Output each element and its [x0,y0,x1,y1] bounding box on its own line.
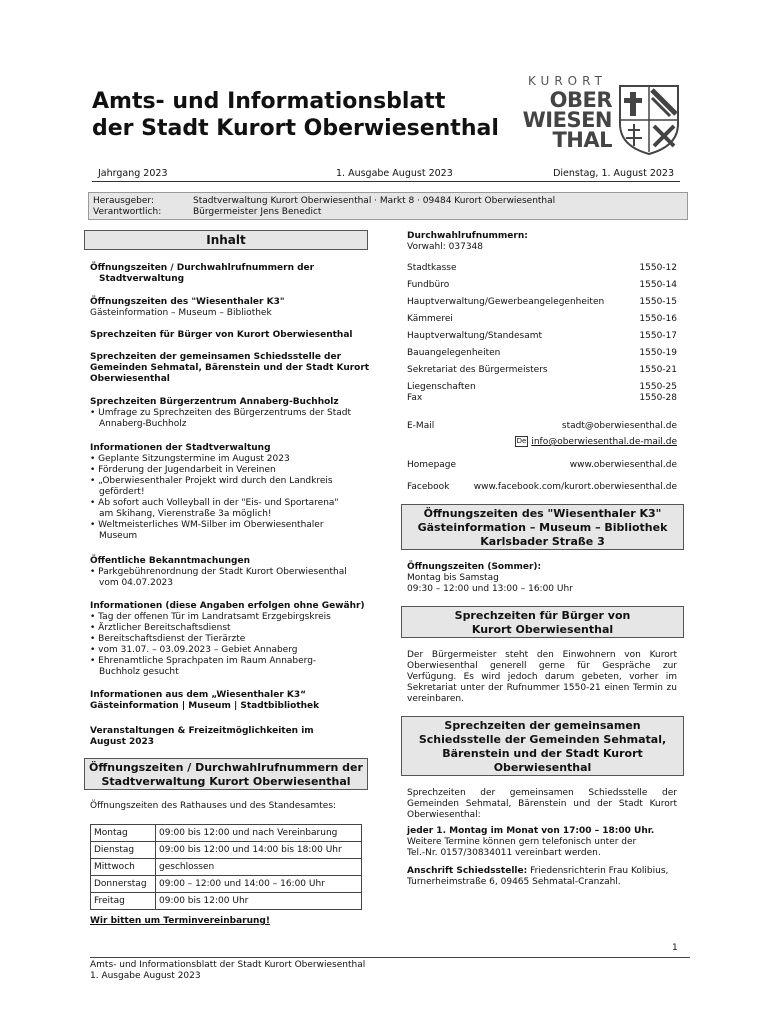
phone-label: Hauptverwaltung/Standesamt [407,331,543,341]
citizen-hours-heading: Sprechzeiten für Bürger von Kurort Oberwiesenthal [401,606,684,638]
phone-row [407,297,677,308]
time-cell: 09:00 – 12:00 und 14:00 – 16:00 Uhr [156,876,362,893]
phone-label: Sekretariat des Bürgermeisters [407,365,548,375]
k3-heading: Öffnungszeiten des "Wiesenthaler K3" Gästeinformation – Museum – Bibliothek Karlsbader Straße 3 [401,504,684,550]
phone-row [407,393,677,404]
opening-hours-table [90,824,362,910]
table-row [91,842,362,859]
toc-entry: Öffnungszeiten / Durchwahlrufnummern der Stadtverwaltung [90,263,315,284]
toc-entry: Informationen aus dem „Wiesenthaler K3“ Gästeinformation | Museum | Stadtbibliothek [90,690,320,711]
day-cell: Freitag [91,893,156,910]
homepage-link[interactable]: www.oberwiesenthal.de [569,460,677,470]
arbitration-address: Anschrift Schiedsstelle: Friedensrichterin Frau Kolibius, Turnerheimstraße 6, 09465 Sehmatal-Cranzahl. [407,866,669,887]
time-cell: 09:00 bis 12:00 und nach Vereinbarung [156,825,362,842]
phone-row [407,365,677,376]
page-number: 1 [672,943,678,953]
day-cell: Montag [91,825,156,842]
city-logo: KURORT OBER WIESEN THAL [508,74,680,160]
phone-label: Fax [407,393,423,403]
phone-label: Bauangelegenheiten [407,348,501,358]
phone-number: 1550-28 [639,393,677,403]
phone-number: 1550-16 [639,314,677,324]
time-cell: geschlossen [156,859,362,876]
arbitration-dates: jeder 1. Montag im Monat von 17:00 – 18:00 Uhr. Weitere Termine können gern telefonisch unter der Tel.-Nr. 0157/30834011 vereinbart werden. [407,826,655,858]
phone-number: 1550-17 [639,331,677,341]
table-row [91,876,362,893]
impressum-box: Herausgeber: Stadtverwaltung Kurort Oberwiesenthal · Markt 8 · 09484 Kurort Oberwiesenthal Verantwortlich: Bürgermeister Jens Benedict [88,192,688,220]
day-cell: Dienstag [91,842,156,859]
toc-entry: Veranstaltungen & Freizeitmöglichkeiten im August 2023 [90,726,314,747]
phone-label: Kämmerei [407,314,453,324]
email-row: E-Mail stadt@oberwiesenthal.de [407,421,677,431]
homepage-row: Homepage www.oberwiesenthal.de [407,460,677,470]
phone-label: Stadtkasse [407,263,457,273]
phone-row [407,280,677,291]
time-cell: 09:00 bis 12:00 Uhr [156,893,362,910]
phone-label: Liegenschaften [407,382,476,392]
toc-entry: Sprechzeiten Bürgerzentrum Annaberg-Buchholz • Umfrage zu Sprechzeiten des Bürgerzentrums der Stadt Annaberg-Buchholz [90,397,352,429]
email-link[interactable]: stadt@oberwiesenthal.de [561,421,677,431]
phone-number: 1550-15 [639,297,677,307]
opening-hours-heading: Öffnungszeiten / Durchwahlrufnummern der Stadtverwaltung Kurort Oberwiesenthal [84,758,368,790]
facebook-row: Facebook www.facebook.com/kurort.oberwiesenthal.de [407,482,677,492]
appointment-note: Wir bitten um Terminvereinbarung! [90,916,270,926]
phone-row [407,331,677,342]
coat-of-arms-icon [618,84,680,156]
phone-row [407,314,677,325]
table-row [91,859,362,876]
phone-row [407,382,677,393]
toc-entry: Sprechzeiten für Bürger von Kurort Oberwiesenthal [90,330,353,340]
toc-entry: Öffentliche Bekanntmachungen • Parkgebührenordnung der Stadt Kurort Oberwiesenthal vom 04.07.2023 [90,556,347,588]
time-cell: 09:00 bis 12:00 und 14:00 bis 18:00 Uhr [156,842,362,859]
toc-entry: Öffnungszeiten des "Wiesenthaler K3" Gästeinformation – Museum – Bibliothek [90,297,285,318]
citizen-hours-text: Der Bürgermeister steht den Einwohnern von Kurort Oberwiesenthal generell gerne für Gespräche zur Verfügung. Es wird jedoch darum gebeten, vorher im Sekretariat unter der Rufnummer 1550-21 einen Termin zu vereinbaren. [407,650,677,704]
phone-number: 1550-14 [639,280,677,290]
table-row [91,825,362,842]
toc-entry: Informationen der Stadtverwaltung • Geplante Sitzungstermine im August 2023 • Förderung der Jugendarbeit in Vereinen • „Oberwiesenthaler Projekt wird durch den Landkreis gefördert! • Ab sofort auch Volleyball in der "Eis- und Sportarena" am Skihang, Vierenstraße 3a möglich! • Weltmeisterliches WM-Silber im Oberwiesenthaler Museum [90,443,339,541]
phone-number: 1550-12 [639,263,677,273]
k3-hours: Öffnungszeiten (Sommer): Montag bis Samstag 09:30 – 12:00 und 13:00 – 16:00 Uhr [407,562,573,594]
phone-row [407,348,677,359]
phone-number: 1550-19 [639,348,677,358]
page-title: Amts- und Informationsblatt der Stadt Kurort Oberwiesenthal [92,89,499,141]
toc-entry: Informationen (diese Angaben erfolgen ohne Gewähr) • Tag der offenen Tür im Landratsamt Erzgebirgskreis • Ärztlicher Bereitschaftsdienst • Bereitschaftsdienst der Tierärzte • vom 31.07. – 03.09.2023 – Gebiet Annaberg • Ehrenamtliche Sprachpaten im Raum Annaberg- Buchholz gesucht [90,601,365,677]
table-row [91,893,362,910]
opening-hours-intro: Öffnungszeiten des Rathauses und des Standesamtes: [90,801,337,811]
toc-heading: Inhalt [84,230,368,250]
phone-label: Fundbüro [407,280,450,290]
page-footer: Amts- und Informationsblatt der Stadt Kurort Oberwiesenthal 1. Ausgabe August 2023 [90,957,690,982]
arbitration-text: Sprechzeiten der gemeinsamen Schiedsstelle der Gemeinden Sehmatal, Bärenstein und der Stadt Kurort Oberwiesenthal: [407,788,677,820]
phone-number: 1550-25 [639,382,677,392]
arbitration-heading: Sprechzeiten der gemeinsamen Schiedsstelle der Gemeinden Sehmatal, Bärenstein und der Stadt Kurort Oberwiesenthal [401,716,684,776]
de-mail-icon: De [516,437,527,445]
phone-number: 1550-21 [639,365,677,375]
phone-label: Hauptverwaltung/Gewerbeangelegenheiten [407,297,605,307]
demail-link[interactable]: info@oberwiesenthal.de-mail.de [531,437,677,447]
day-cell: Donnerstag [91,876,156,893]
issue-bar: Jahrgang 2023 1. Ausgabe August 2023 Dienstag, 1. August 2023 [92,168,680,182]
day-cell: Mittwoch [91,859,156,876]
phone-heading: Durchwahlrufnummern: Vorwahl: 037348 [407,231,528,252]
toc-entry: Sprechzeiten der gemeinsamen Schiedsstelle der Gemeinden Sehmatal, Bärenstein und der Stadt Kurort Oberwiesenthal [90,352,370,384]
phone-row [407,263,677,274]
facebook-link[interactable]: www.facebook.com/kurort.oberwiesenthal.de [473,482,677,492]
